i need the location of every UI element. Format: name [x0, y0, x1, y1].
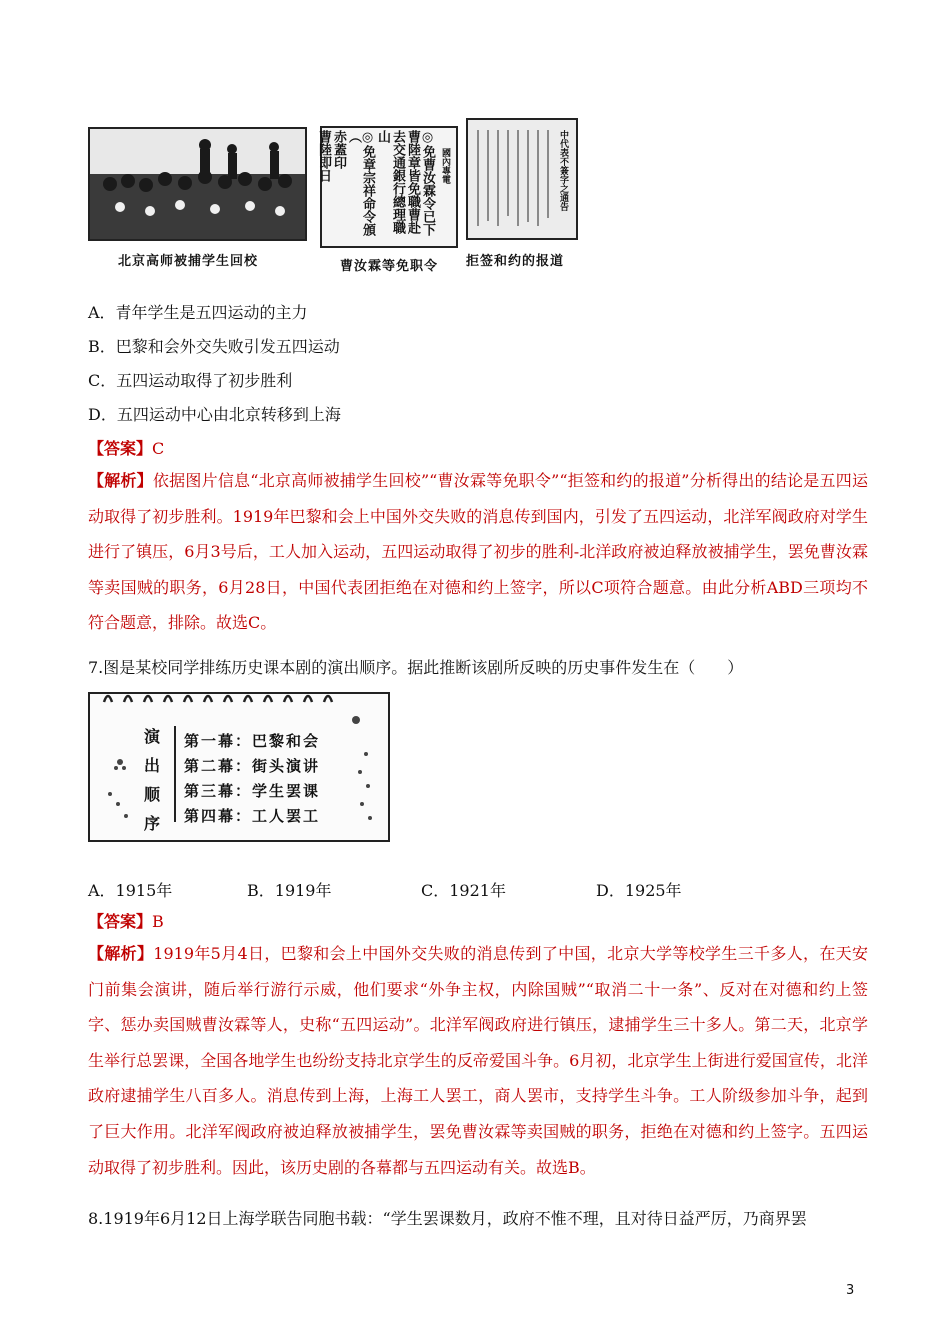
q7-option-b: B．1919年	[247, 881, 332, 900]
q6-option-c: C．五四运动取得了初步胜利	[88, 371, 293, 390]
program-act: 第一幕：巴黎和会	[184, 732, 321, 750]
newspaper-column: 去交通銀行總理職	[390, 130, 405, 234]
q7-option-c: C．1921年	[421, 881, 506, 900]
newspaper-dismissal-order	[316, 126, 458, 248]
answer-label: 【答案】	[88, 912, 153, 931]
q6-answer	[88, 439, 164, 459]
newsprint-columns	[472, 126, 554, 231]
program-title-char: 演	[144, 727, 161, 746]
q6-option-a: A．青年学生是五四运动的主力	[88, 303, 308, 322]
q7-option-a: A．1915年	[88, 881, 173, 900]
answer-label: 【答案】	[88, 439, 153, 458]
program-title-char: 序	[144, 814, 161, 833]
program-title-char: 顺	[144, 785, 161, 804]
program-card	[88, 692, 390, 842]
q7-analysis	[88, 936, 868, 1185]
newspaper-column: 曹陸即日	[316, 130, 331, 182]
program-divider	[174, 726, 176, 822]
newspaper-column: ◎免曹汝霖令已下	[420, 130, 435, 236]
newspaper-column: 赤蓋印	[331, 130, 346, 169]
caption-students-returning: 北京高师被捕学生回校	[118, 254, 259, 269]
program-act: 第二幕：街头演讲	[184, 757, 321, 775]
program-act: 第三幕：学生罢课	[184, 782, 321, 800]
q6-option-b: B．巴黎和会外交失败引发五四运动	[88, 337, 340, 356]
crowd-photo-illustration	[90, 129, 305, 239]
q8-stem: 8.1919年6月12日上海学联告同胞书载：“学生罢课数月，政府不惟不理，且对待日益严厉，乃商界罢	[88, 1209, 807, 1228]
q6-analysis	[88, 463, 868, 641]
q7-answer	[88, 912, 164, 932]
caption-dismissal-order: 曹汝霖等免职令	[340, 259, 439, 274]
newspaper-column: 曹陸章皆免職曹赴	[405, 130, 420, 234]
newspaper-refusal-report	[466, 118, 578, 240]
decorative-flowers	[98, 754, 138, 824]
page-number: 3	[846, 1283, 855, 1298]
analysis-label: 【解析】	[88, 471, 153, 490]
analysis-label: 【解析】	[88, 944, 154, 963]
photo-students-returning	[88, 127, 307, 241]
newspaper-header: 中代表不簽字之通告	[558, 130, 568, 211]
caption-refusal-report: 拒签和约的报道	[466, 254, 565, 269]
program-title-char: 出	[144, 756, 161, 775]
answer-value: C	[152, 439, 165, 458]
newspaper-column: ◎免章宗祥命令頒（	[346, 130, 375, 236]
program-act: 第四幕：工人罢工	[184, 807, 321, 825]
q6-option-d: D．五四运动中心由北京转移到上海	[88, 405, 341, 424]
analysis-text: 依据图片信息“北京高师被捕学生回校”“曹汝霖等免职令”“拒签和约的报道”分析得出的结论是五四运动取得了初步胜利。1919年巴黎和会上中国外交失败的消息传到国内，引发了五四运动，北洋军阀政府对学生进行了镇压，6月3号后，工人加入运动，五四运动取得了初步的胜利-北洋政府被迫释放被捕学生，罢免曹汝霖等卖国贼的职务，6月28日，中国代表团拒绝在对德和约上签字，所以C项符合题意。由此分析ABD三项均不符合题意，排除。故选C。	[88, 471, 868, 633]
newspaper-header: 國內專電	[440, 148, 450, 184]
q7-option-d: D．1925年	[596, 881, 682, 900]
decorative-flowers	[342, 714, 382, 834]
newspaper-column: 山	[375, 130, 390, 143]
answer-value: B	[152, 912, 164, 931]
analysis-text: 1919年5月4日，巴黎和会上中国外交失败的消息传到了中国，北京大学等校学生三千多人，在天安门前集会演讲，随后举行游行示威，他们要求“外争主权，内除国贼”“取消二十一条”、反对在对德和约上签字、惩办卖国贼曹汝霖等人，史称“五四运动”。北洋军阀政府进行镇压，逮捕学生三十多人。第二天，北京学生举行总罢课，全国各地学生也纷纷支持北京学生的反帝爱国斗争。6月初，北京学生上街进行爱国宣传，北洋政府逮捕学生八百多人。消息传到上海，上海工人罢工，商人罢市，支持学生斗争。工人阶级参加斗争，起到了巨大作用。北洋军阀政府被迫释放被捕学生，罢免曹汝霖等卖国贼的职务，拒绝在对德和约上签字。五四运动取得了初步胜利。因此，该历史剧的各幕都与五四运动有关。故选B。	[88, 944, 868, 1177]
q7-stem: 7.图是某校同学排练历史课本剧的演出顺序。据此推断该剧所反映的历史事件发生在（ ）	[88, 658, 744, 677]
spiral-binding	[90, 688, 388, 708]
